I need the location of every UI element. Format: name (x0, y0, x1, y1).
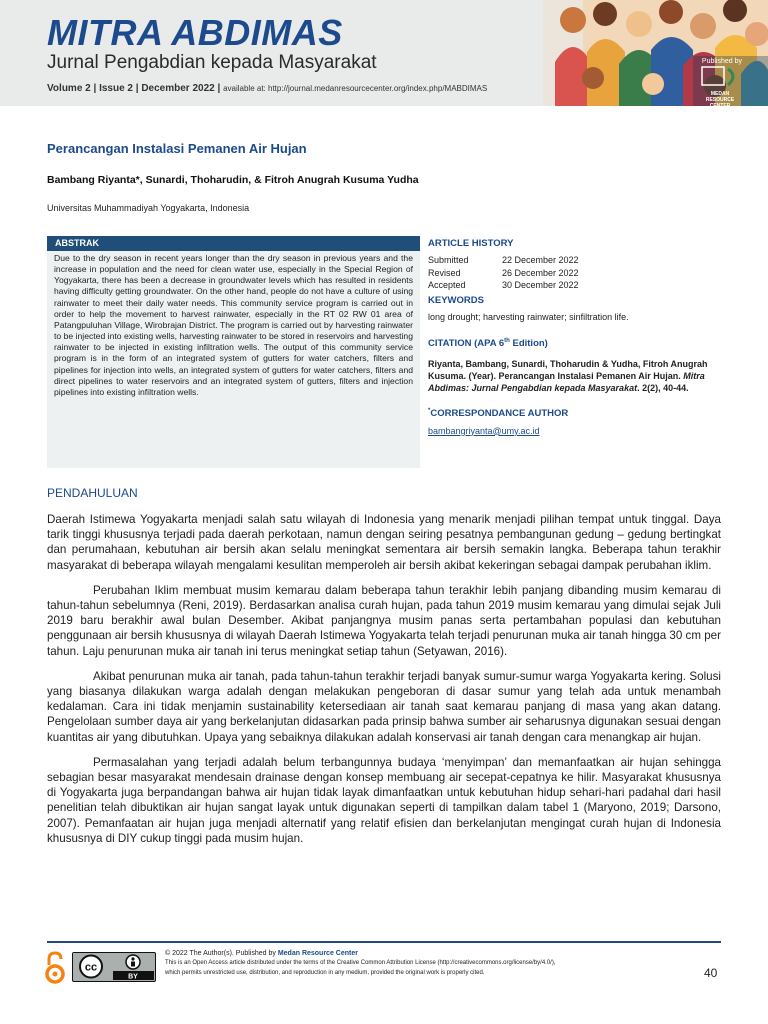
license-notice (165, 948, 685, 978)
body-paragraph: Daerah Istimewa Yogyakarta menjadi salah satu wilayah di Indonesia yang menarik menjadi pilihan tempat untuk tinggal. Daya tarik tinggi khususnya terjadi pada daerah perkotaan, namun dengan seiring pesatnya pembangunan gedung – gedung bertingkat dan perumahaan, kebutuhan air bersih akan selalu meningkat sementara air bersih semakin langka. Beberapa tahun terakhir masyarakat di beberapa wilayah mengalami kesulitan memperoleh air bersih akibat kekeringan sebagai dampak perubahan iklim. (47, 513, 721, 572)
body-paragraph: Akibat penurunan muka air tanah, pada tahun-tahun terakhir terjadi banyak sumur-sumur warga Yogyakarta kering. Solusi yang biasanya dilakukan warga adalah dengan melakukan pengeboran di dasar sumur yang telah ada untuk menambah kedalaman. Cara ini tidak menjamin sustainability ketersediaan air tanah saat kemarau panjang di masa yang akan datang. Pengelolaan sumber daya air yang berkelanjutan didasarkan pada prinsip bahwa sumber air seharusnya digunakan sesuai dengan kuantitas air yang dibutuhkan. Upaya yang sebaiknya dilakukan adalah konservasi air tanah dengan cara menangkap air hujan. (47, 669, 721, 744)
history-date: 26 December 2022 (502, 267, 579, 278)
medan-resource-center-logo-icon (700, 65, 740, 87)
cc-label: cc (84, 961, 98, 974)
creative-commons-icon (73, 953, 154, 980)
abstract-heading: ABSTRAK (47, 236, 420, 251)
publisher-logo (698, 58, 742, 106)
citation-heading-sup: th (504, 337, 510, 344)
citation-journal: Mitra Abdimas: Jurnal Pengabdian kepada Masyarakat (428, 370, 705, 394)
journal-subtitle: Jurnal Pengabdian kepada Masyarakat (47, 52, 377, 73)
corresponding-heading-text: CORRESPONDANCE AUTHOR (430, 407, 569, 419)
history-row-accepted (428, 279, 733, 292)
body-paragraph: Perubahan Iklim membuat musim kemarau dalam beberapa tahun terakhir lebih panjang dibanding musim kemarau di tahun-tahun sebelumnya (Reni, 2019). Berdasarkan analisa curah hujan, pada tahun 2019 musim kemarau yang dimulai sejak Juli 2019 baru berakhir awal bulan Desember. Akibat panjangnya musim panas serta pertambahan populasi dan kebutuhan penggunaan air bersih khususnya di wilayah Daerah Istimewa Yogyakarta telah terjadi penurunan muka air tanah hingga 30 cm per tahun. Laju penurunan muka air tanah ini terus meningkat setiap tahun (Setyawan, 2016). (47, 583, 721, 658)
article-history-heading: ARTICLE HISTORY (428, 238, 514, 249)
body-paragraph: Permasalahan yang terjadi adalah belum terbangunnya budaya ‘menyimpan’ dan memanfaatkan air hujan sehingga sebagian besar masyarakat mendesain drainase dengan konsep membuang air secepat-cepatnya ke hilir. Masyarakat khususnya di Yogyakarta juga berpandangan bahwa air hujan tidak layak dimanfaatkan untuk kebutuhan hidup sehari-hari padahal dari hasil penelitian telah dibuktikan air hujan sangat layak untuk digunakan seperti di tampilkan dalam tabel 1 (Maryono, 2019; Darsono, 2007). Pemanfaatan air hujan juga menjadi alternatif yang relatif efisien dan berkelanjutan mengingat curah hujan di Indonesia khususnya di DIY cukup tinggi pada musim hujan. (47, 755, 721, 845)
open-access-icon (44, 951, 66, 985)
issue-info (47, 82, 487, 95)
history-date: 30 December 2022 (502, 280, 579, 290)
keywords-heading: KEYWORDS (428, 294, 484, 306)
published-by-label: Published by (701, 58, 742, 65)
history-row-submitted (428, 254, 733, 267)
history-label: Accepted (428, 280, 466, 290)
corresponding-star: * (428, 407, 431, 414)
body-text (47, 512, 721, 856)
citation-heading-end: Edition) (509, 337, 548, 349)
section-heading-pendahuluan: PENDAHULUAN (47, 486, 138, 500)
history-row-revised (428, 267, 733, 280)
copyright-text: © 2022 The Author(s). Published by (165, 950, 278, 957)
corresponding-author-heading (428, 405, 733, 420)
license-line-2: which permits unrestricted use, distribution, and reproduction in any medium, provided the original work is properly cited. (165, 969, 485, 976)
by-label: BY (128, 973, 138, 980)
article-title: Perancangan Instalasi Pemanen Air Hujan (47, 141, 307, 156)
publisher-link[interactable]: Medan Resource Center (277, 950, 358, 957)
journal-header-banner (0, 0, 768, 106)
corresponding-author-email[interactable]: bambangriyanta@umy.ac.id (428, 425, 540, 436)
history-label: Revised (428, 267, 461, 278)
publisher-logo-text: MEDAN RESOURCE CENTER (705, 91, 735, 106)
cc-by-license-badge[interactable] (72, 952, 156, 982)
history-date: 22 December 2022 (502, 255, 579, 265)
citation-heading-text: CITATION (APA 6 (428, 337, 505, 349)
article-history-list (428, 254, 733, 292)
license-line-1: This is an Open Access article distributed under the terms of the Creative Common Attribution License (http://creativecommons.org/license/by/4.0/), (165, 960, 556, 966)
journal-url[interactable]: available at: http://journal.medanresourcecenter.org/index.php/MABDIMAS (223, 84, 488, 93)
author-affiliation: Universitas Muhammadiyah Yogyakarta, Indonesia (47, 203, 250, 213)
keywords-text: long drought; harvesting rainwater; sinfiltration life. (428, 311, 629, 322)
abstract-box (47, 236, 420, 468)
citation-main: Riyanta, Bambang, Sunardi, Thoharudin & Yudha, Fitroh Anugrah Kusuma. (Year). Perancangan Instalasi Pemanen Air Hujan. (428, 358, 708, 381)
citation-heading (428, 335, 733, 350)
history-label: Submitted (428, 255, 469, 265)
journal-title: MITRA ABDIMAS (47, 12, 343, 53)
article-info-column (428, 238, 733, 439)
abstract-text: Due to the dry season in recent years longer than the dry season in previous years and the increase in population and the need for clean water use, especially in the Special Region of Yogyakarta, there has been a decrease in groundwater levels which has resulted in residents having difficulty getting groundwater. On the other hand, people do not have a culture of using rainwater to meet their daily water needs. This community service program is carried out in order to help the movement to harvest rainwater, especially in the RT 02 RW 01 area of Patangpuluhan Village, Wirobrajan District. The program is carried out by harvesting rainwater to be injected into existing wells, harvesting rainwater to be stored in reservoirs and harvesting rainwater to be injected in existing infiltration wells. The output of this community service program is in the form of an integrated system of gutters for water catchers, filters and pipelines for injection into wells, an integrated system of gutters for water catchers, filters and direct pipelines to water reservoirs and an integrated system of gutters, filters and injection pipelines into existing infiltration wells. (54, 253, 413, 397)
volume-issue-date: Volume 2 | Issue 2 | December 2022 | (47, 83, 221, 94)
citation-end: . 2(2), 40-44. (637, 383, 689, 394)
citation-text (428, 358, 733, 395)
page-number: 40 (704, 966, 718, 980)
footer-divider (47, 941, 721, 943)
article-authors: Bambang Riyanta*, Sunardi, Thoharudin, & Fitroh Anugrah Kusuma Yudha (47, 174, 419, 186)
